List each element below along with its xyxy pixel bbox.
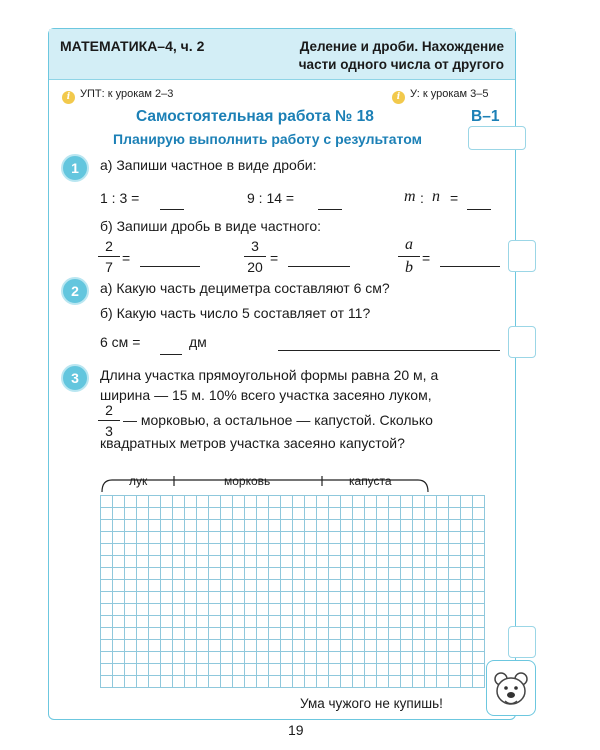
info-icon: i <box>392 91 405 104</box>
side-tab <box>508 240 536 272</box>
topic-title <box>252 38 504 74</box>
answer-blank[interactable] <box>467 209 491 210</box>
fraction-denominator: 20 <box>247 259 263 275</box>
equals-sign: = <box>122 250 131 266</box>
side-tab <box>508 626 536 658</box>
task1-b-text: б) Запиши дробь в виде частного: <box>100 218 322 234</box>
fraction-a-b <box>398 236 420 277</box>
fraction-numerator: 2 <box>105 402 113 418</box>
task3-line-2: ширина — 15 м. 10% всего участка засеяно луком, <box>100 387 432 403</box>
task3-line-1: Длина участка прямоугольной формы равна 20 м, а <box>100 367 439 383</box>
plan-label: Планирую выполнить работу с результатом <box>113 131 422 147</box>
answer-line[interactable] <box>278 350 500 351</box>
ref-left-text: УПТ: к урокам 2–3 <box>80 88 174 100</box>
task1-a-text: а) Запиши частное в виде дроби: <box>100 157 317 173</box>
task-number-badge: 3 <box>61 364 89 392</box>
info-icon: i <box>62 91 75 104</box>
fraction-bar <box>98 256 120 257</box>
bear-icon <box>487 661 535 715</box>
fraction-2-7 <box>98 238 120 275</box>
variant-label: В–1 <box>471 108 500 125</box>
topic-line-1: Деление и дроби. Нахождение <box>299 39 504 54</box>
answer-blank[interactable] <box>288 266 350 267</box>
task1-expr-1: 1 : 3 = <box>100 190 140 206</box>
task-number-badge: 1 <box>61 154 89 182</box>
answer-blank[interactable] <box>318 209 342 210</box>
proverb-text: Ума чужого не купишь! <box>300 696 443 711</box>
fraction-numerator: a <box>405 236 413 253</box>
answer-blank[interactable] <box>160 354 182 355</box>
diagram-label-cabbage: капуста <box>349 474 392 488</box>
result-input-box[interactable] <box>468 126 526 150</box>
answer-grid[interactable] <box>100 495 485 688</box>
ref-right-text: У: к урокам 3–5 <box>410 88 489 100</box>
task1-var-m: m <box>404 188 416 205</box>
answer-blank[interactable] <box>140 266 200 267</box>
fraction-bar <box>98 420 120 421</box>
task1-colon: : <box>420 190 424 206</box>
task2-a-text: а) Какую часть дециметра составляют 6 см? <box>100 280 390 296</box>
task3-line-4: квадратных метров участка засеяно капустой? <box>100 435 405 451</box>
topic-line-2: части одного числа от другого <box>298 57 504 72</box>
page-number: 19 <box>288 722 304 738</box>
mascot-frame <box>486 660 536 716</box>
work-title: Самостоятельная работа № 18 <box>136 108 374 125</box>
fraction-bar <box>244 256 266 257</box>
task2-b-text: б) Какую часть число 5 составляет от 11? <box>100 305 371 321</box>
task1-eq: = <box>450 190 459 206</box>
task2-lhs: 6 см = <box>100 334 141 350</box>
equals-sign: = <box>422 250 431 266</box>
answer-blank[interactable] <box>160 209 184 210</box>
task2-unit: дм <box>189 334 207 350</box>
task1-var-n: n <box>432 188 440 205</box>
diagram-label-onion: лук <box>129 474 148 488</box>
fraction-3-20 <box>244 238 266 275</box>
ref-left <box>62 88 173 104</box>
task3-line-3: — морковью, а остальное — капустой. Сколько <box>123 412 433 428</box>
fraction-denominator: b <box>405 259 413 276</box>
fraction-2-3 <box>98 402 120 439</box>
fraction-numerator: 2 <box>105 238 113 254</box>
fraction-numerator: 3 <box>251 238 259 254</box>
diagram-label-carrot: морковь <box>224 474 271 488</box>
fraction-bar <box>398 256 420 257</box>
task1-expr-2: 9 : 14 = <box>247 190 295 206</box>
task-number-badge: 2 <box>61 277 89 305</box>
equals-sign: = <box>270 250 279 266</box>
side-tab <box>508 326 536 358</box>
fraction-denominator: 7 <box>105 259 113 275</box>
ref-right <box>392 88 488 104</box>
answer-blank[interactable] <box>440 266 500 267</box>
subject-title: МАТЕМАТИКА–4, ч. 2 <box>60 38 205 54</box>
fraction-denominator: 3 <box>105 423 113 439</box>
